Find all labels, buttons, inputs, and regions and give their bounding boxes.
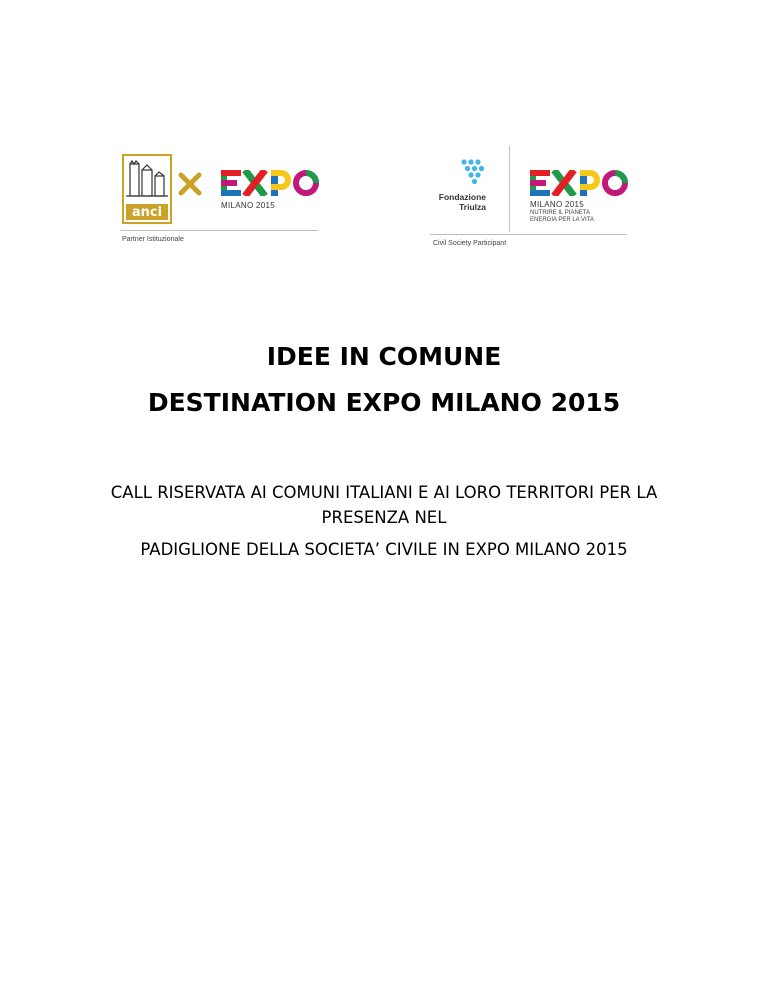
caption-partner: Partner Istituzionale: [122, 236, 184, 243]
divider-right: [430, 234, 627, 235]
anci-wordmark: anci: [131, 205, 163, 220]
document-title-line1: IDEE IN COMUNE: [266, 342, 502, 371]
partnership-x-icon: [178, 172, 202, 196]
call-description-line3: PADIGLIONE DELLA SOCIETA’ CIVILE IN EXPO MILANO 2015: [140, 540, 628, 559]
org-name-line1: Fondazione: [438, 192, 486, 202]
vertical-divider: [509, 146, 510, 232]
expo-tagline-line1: NUTRIRE IL PIANETA: [530, 210, 591, 216]
divider: [120, 230, 318, 231]
expo-logo-right: [530, 170, 628, 194]
expo-subtitle-left: MILANO 2015: [221, 201, 275, 210]
caption-civil-society: Civil Society Participant: [433, 240, 507, 247]
anci-logo: [122, 154, 172, 224]
expo-subtitle-right: MILANO 2015: [530, 200, 584, 209]
fondazione-triulza-icon: [460, 158, 486, 190]
call-description-line1: CALL RISERVATA AI COMUNI ITALIANI E AI LORO TERRITORI PER LA: [110, 483, 658, 502]
call-description-line2: PRESENZA NEL: [321, 508, 447, 527]
org-name-line2: Triulza: [459, 202, 486, 212]
expo-logo-left: [221, 170, 319, 194]
expo-tagline-line2: ENERGIA PER LA VITA: [530, 217, 594, 223]
document-title-line2: DESTINATION EXPO MILANO 2015: [147, 388, 621, 417]
